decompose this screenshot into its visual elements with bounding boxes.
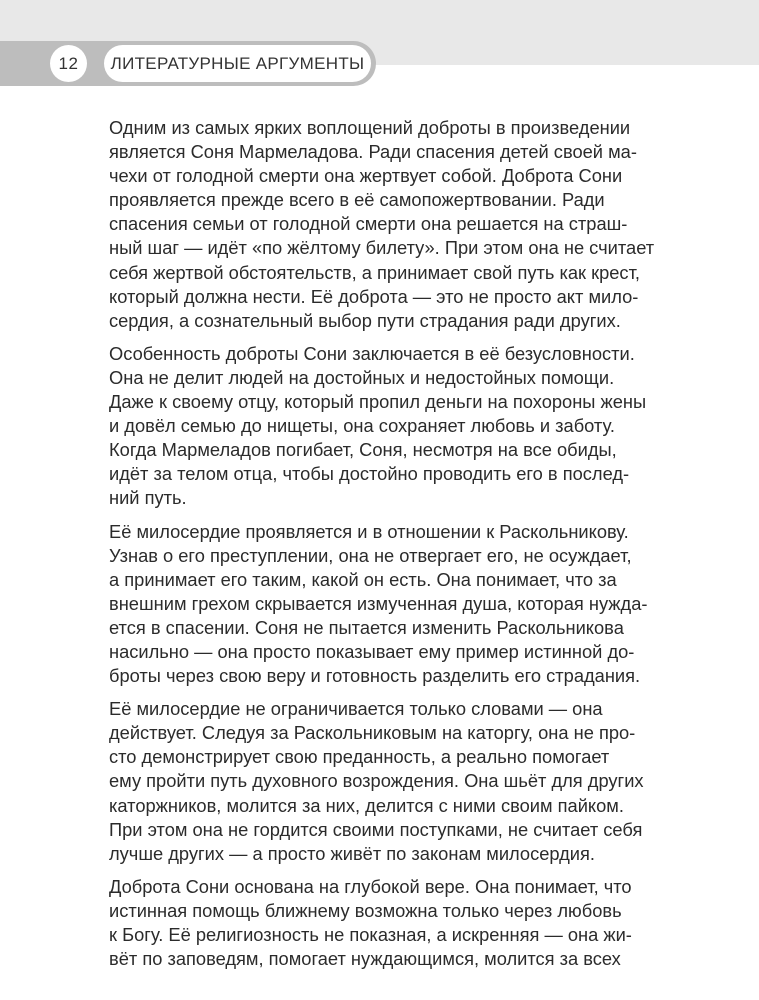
paragraph-2 (109, 342, 687, 511)
text-line: Особенность доброты Сони заключается в её безусловности. (109, 342, 635, 364)
page-body (109, 116, 687, 980)
text-line: а принимает его таким, какой он есть. Она понимает, что за (109, 568, 617, 590)
section-title: ЛИТЕРАТУРНЫЕ АРГУМЕНТЫ (104, 45, 371, 82)
text-line: себя жертвой обстоятельств, а принимает свой путь как крест, (109, 261, 641, 283)
text-line: и довёл семью до нищеты, она сохраняет любовь и заботу. (109, 415, 615, 437)
text-line: каторжников, молится за них, делится с ними своим пайком. (109, 794, 624, 816)
text-line: Она не делит людей на достойных и недостойных помощи. (109, 366, 615, 388)
text-line: проявляется прежде всего в её самопожертвовании. Ради (109, 189, 605, 211)
text-line: вёт по заповедям, помогает нуждающимся, молится за всех (109, 948, 621, 970)
text-line: действует. Следуя за Раскольниковым на каторгу, она не про- (109, 722, 636, 744)
paragraph-3 (109, 520, 687, 689)
paragraph-1 (109, 116, 687, 333)
paragraph-4 (109, 697, 687, 866)
text-line: чехи от голодной смерти она жертвует собой. Доброта Сони (109, 165, 623, 187)
text-line: истинная помощь ближнему возможна только через любовь (109, 899, 622, 921)
text-line: сто демонстрирует свою преданность, а реально помогает (109, 746, 610, 768)
text-line: который должна нести. Её доброта — это не просто акт мило- (109, 285, 639, 307)
text-line: Её милосердие проявляется и в отношении к Раскольникову. (109, 520, 629, 542)
page-number: 12 (50, 45, 87, 82)
text-line: к Богу. Её религиозность не показная, а искренняя — она жи- (109, 924, 632, 945)
text-line: ему пройти путь духовного возрождения. Она шьёт для других (109, 770, 644, 792)
text-line: является Соня Мармеладова. Ради спасения детей своей ма- (109, 141, 637, 163)
text-line: спасения семьи от голодной смерти она решается на страш- (109, 213, 628, 235)
text-line: Доброта Сони основана на глубокой вере. Она понимает, что (109, 875, 632, 897)
text-line: Одним из самых ярких воплощений доброты в произведении (109, 117, 631, 138)
text-line: Даже к своему отцу, который пропил деньги на похороны жены (109, 391, 647, 413)
text-line: ется в спасении. Соня не пытается изменить Раскольникова (109, 616, 624, 638)
text-line: ний путь. (109, 487, 187, 509)
text-line: броты через свою веру и готовность разделить его страдания. (109, 665, 641, 687)
text-line: сердия, а сознательный выбор пути страдания ради других. (109, 309, 621, 331)
text-line: Когда Мармеладов погибает, Соня, несмотря на все обиды, (109, 439, 617, 461)
text-line: Узнав о его преступлении, она не отвергает его, не осуждает, (109, 544, 632, 566)
text-line: лучше других — а просто живёт по законам милосердия. (109, 842, 595, 864)
text-line: идёт за телом отца, чтобы достойно проводить его в послед- (109, 463, 630, 485)
text-line: внешним грехом скрывается измученная душа, которая нужда- (109, 592, 648, 614)
text-line: При этом она не гордится своими поступками, не считает себя (109, 818, 643, 840)
text-line: Её милосердие не ограничивается только словами — она (109, 698, 603, 720)
text-line: насильно — она просто показывает ему пример истинной до- (109, 640, 635, 662)
paragraph-5 (109, 875, 687, 971)
text-line: ный шаг — идёт «по жёлтому билету». При этом она не считает (109, 237, 655, 259)
